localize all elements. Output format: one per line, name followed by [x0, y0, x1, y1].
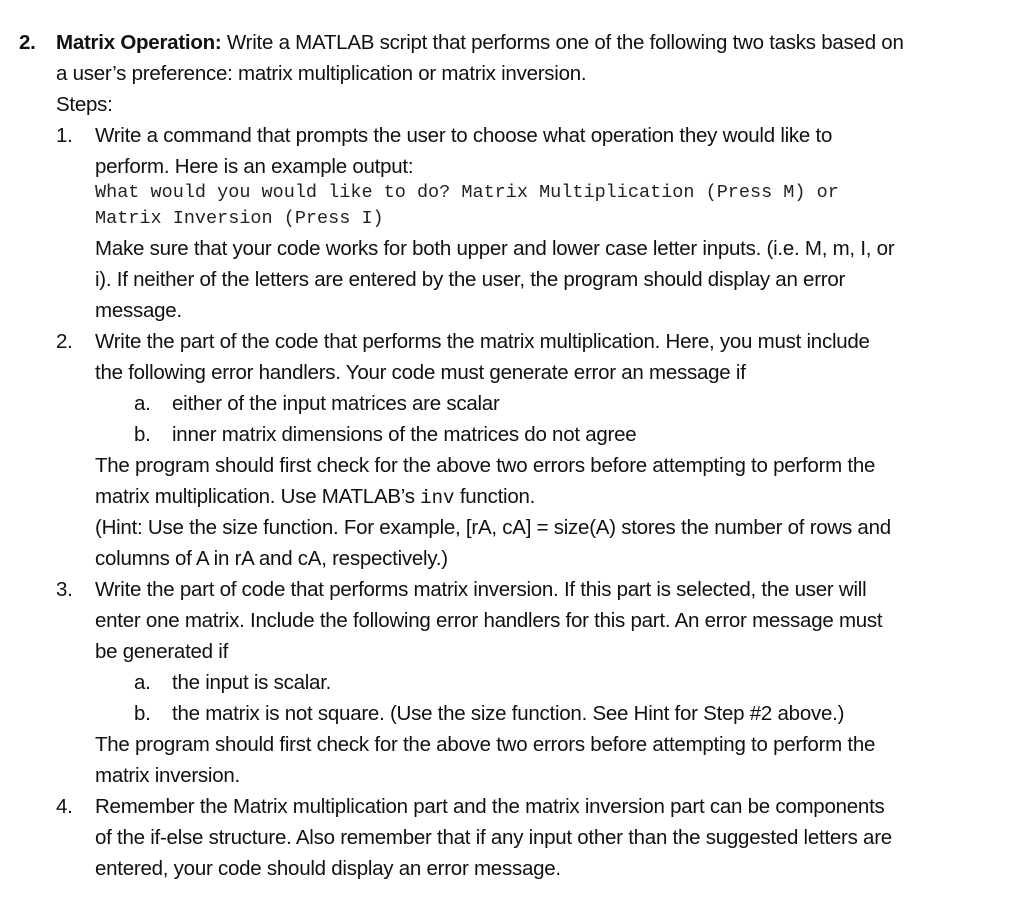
step1-line3: Make sure that your code works for both upper and lower case letter inputs. (i.e. M, m, I, or — [95, 237, 895, 260]
step4-line2: of the if-else structure. Also remember that if any input other than the suggested letters are — [95, 826, 892, 849]
step2-line2: the following error handlers. Your code must generate error an message if — [95, 361, 746, 384]
step1-code-line2: Matrix Inversion (Press I) — [95, 208, 384, 229]
step3-sub-a-text: the input is scalar. — [172, 671, 332, 694]
step2-sub-b-label: b. — [134, 423, 151, 446]
step2-sub-a-label: a. — [134, 392, 151, 415]
step2-line6: columns of A in rA and cA, respectively.) — [95, 547, 448, 570]
step3-line3: be generated if — [95, 640, 229, 663]
step4-number: 4. — [56, 795, 73, 818]
step1-line5: message. — [95, 299, 182, 322]
problem-intro-line2: a user’s preference: matrix multiplication or matrix inversion. — [56, 62, 587, 85]
step3-line1: Write the part of code that performs matrix inversion. If this part is selected, the user will — [95, 578, 867, 601]
problem-title: Matrix Operation: — [56, 31, 222, 54]
step4-line3: entered, your code should display an error message. — [95, 857, 561, 880]
step3-sub-b-text: the matrix is not square. (Use the size function. See Hint for Step #2 above.) — [172, 702, 845, 725]
step1-line4: i). If neither of the letters are entered by the user, the program should display an error — [95, 268, 846, 291]
step1-line1: Write a command that prompts the user to choose what operation they would like to — [95, 124, 833, 147]
step1-code-line1: What would you would like to do? Matrix Multiplication (Press M) or — [95, 182, 839, 203]
inv-code: inv — [420, 487, 455, 509]
step3-sub-a-label: a. — [134, 671, 151, 694]
step3-line2: enter one matrix. Include the following error handlers for this part. An error message must — [95, 609, 883, 632]
step3-line5: matrix inversion. — [95, 764, 240, 787]
step1-line2: perform. Here is an example output: — [95, 155, 414, 178]
step2-sub-a-text: either of the input matrices are scalar — [172, 392, 500, 415]
step3-number: 3. — [56, 578, 73, 601]
step2-number: 2. — [56, 330, 73, 353]
step3-line4: The program should first check for the above two errors before attempting to perform the — [95, 733, 876, 756]
step1-number: 1. — [56, 124, 73, 147]
problem-intro-line1: Matrix Operation: Write a MATLAB script that performs one of the following two tasks based on — [56, 31, 904, 54]
step3-sub-b-label: b. — [134, 702, 151, 725]
problem-number: 2. — [19, 31, 36, 54]
step2-sub-b-text: inner matrix dimensions of the matrices do not agree — [172, 423, 637, 446]
step2-line3: The program should first check for the above two errors before attempting to perform the — [95, 454, 876, 477]
step2-line4: matrix multiplication. Use MATLAB’s inv function. — [95, 485, 536, 509]
step2-line5: (Hint: Use the size function. For example, [rA, cA] = size(A) stores the number of rows and — [95, 516, 891, 539]
step4-line1: Remember the Matrix multiplication part and the matrix inversion part can be components — [95, 795, 885, 818]
step2-line1: Write the part of the code that performs the matrix multiplication. Here, you must include — [95, 330, 870, 353]
steps-label: Steps: — [56, 93, 113, 116]
